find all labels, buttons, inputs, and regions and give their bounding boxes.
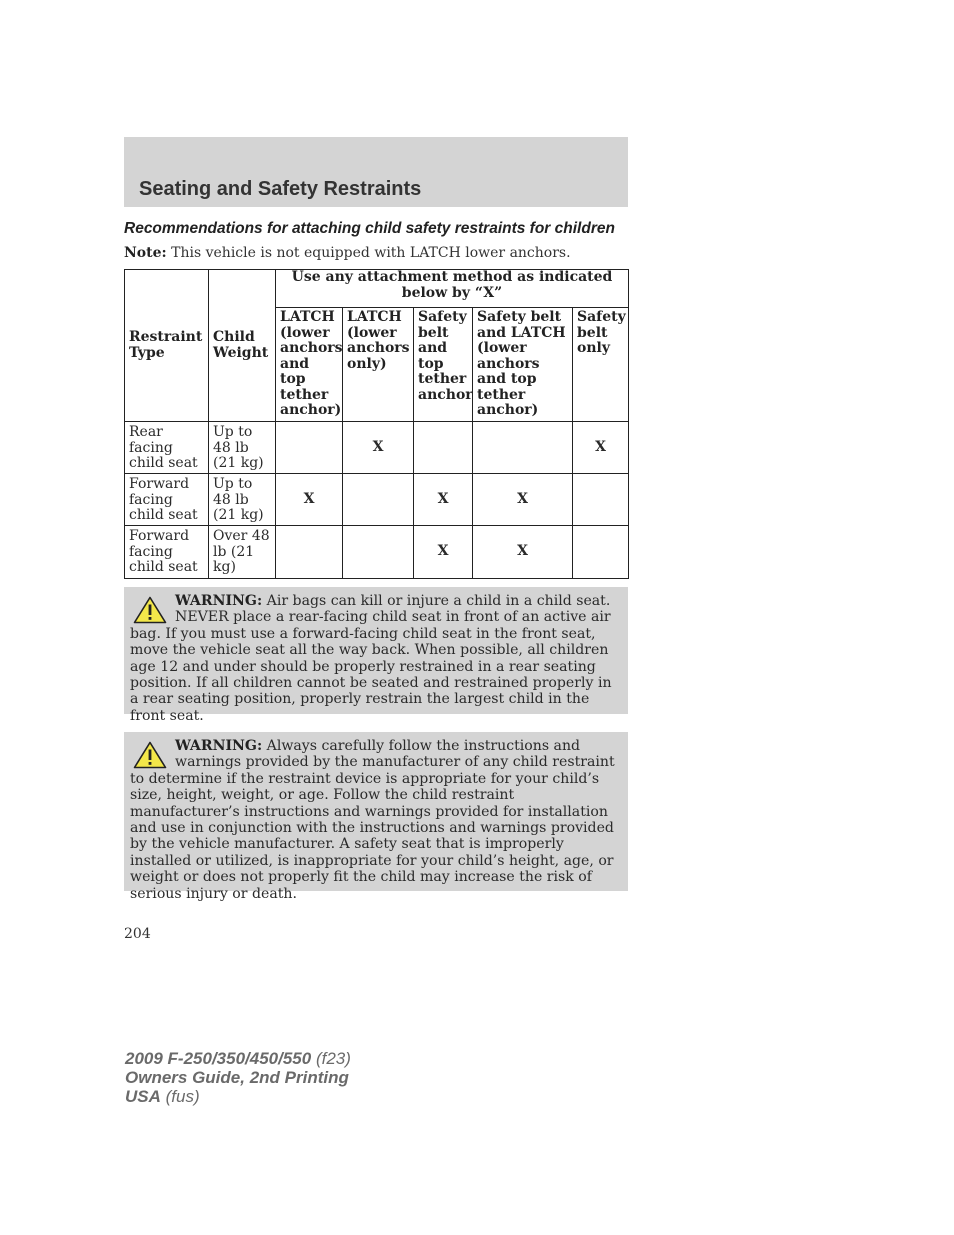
header-method-1: LATCH (lower anchors and top tether anchor) <box>276 308 343 422</box>
footer-line-region <box>125 1087 351 1106</box>
row-restraint-type: Rear facing child seat <box>125 422 209 474</box>
note-label: Note: <box>124 245 167 261</box>
warning-triangle-icon <box>133 596 167 624</box>
section-title: Seating and Safety Restraints <box>139 178 422 200</box>
footer <box>125 1049 351 1106</box>
warning-manufacturer-instructions <box>124 732 628 902</box>
header-restraint-type: Restraint Type <box>125 270 209 422</box>
row-mark <box>343 474 414 526</box>
header-method-5: Safety belt only <box>573 308 629 422</box>
footer-region: USA <box>125 1087 161 1106</box>
row-mark: X <box>473 474 573 526</box>
header-child-weight: Child Weight <box>209 270 276 422</box>
warning-label: WARNING: <box>175 593 263 609</box>
warning-label: WARNING: <box>175 738 263 754</box>
warning-text: Always carefully follow the instructions and warnings provided by the manufacturer of any child restraint to determine if the restraint device is appropriate for your child’s size, height, weight, or age. Follow the child restraint manufacturer’s instructions and warnings provided for installation and use in conjunction with the instructions and warnings provided by the vehicle manufacturer. A safety seat that is improperly installed or utilized, is inappropriate for your child’s height, age, or weight or does not properly fit the child may increase the risk of serious injury or death. <box>130 738 615 902</box>
warning-text: Air bags can kill or injure a child in a child seat. NEVER place a rear-facing child seat in front of an active air bag. If you must use a forward-facing child seat in the front seat, move the vehicle seat all the way back. When possible, all children age 12 and under should be properly restrained in a rear seating position. If all children cannot be seated and restrained properly in a rear seating position, properly restrain the largest child in the front seat. <box>130 593 612 724</box>
table-row <box>125 474 629 526</box>
header-attachment-group: Use any attachment method as indicated below by “X” <box>276 270 629 308</box>
row-mark: X <box>473 526 573 579</box>
row-restraint-type: Forward facing child seat <box>125 526 209 579</box>
note-text: This vehicle is not equipped with LATCH lower anchors. <box>166 245 571 261</box>
row-mark: X <box>343 422 414 474</box>
table-row <box>125 526 629 579</box>
footer-guide: Owners Guide, 2nd Printing <box>125 1068 349 1087</box>
row-mark <box>276 526 343 579</box>
footer-line-model <box>125 1049 351 1068</box>
row-child-weight: Up to 48 lb (21 kg) <box>209 422 276 474</box>
footer-model: 2009 F-250/350/450/550 <box>125 1049 312 1068</box>
footer-model-code: (f23) <box>311 1049 351 1068</box>
row-mark <box>276 422 343 474</box>
row-mark: X <box>276 474 343 526</box>
restraint-table <box>124 269 629 579</box>
page-number: 204 <box>124 926 151 942</box>
table-row <box>125 422 629 474</box>
row-mark: X <box>573 422 629 474</box>
row-mark: X <box>414 474 473 526</box>
row-mark <box>473 422 573 474</box>
subheading: Recommendations for attaching child safety restraints for children <box>124 220 615 237</box>
row-mark <box>414 422 473 474</box>
row-mark <box>343 526 414 579</box>
row-mark: X <box>414 526 473 579</box>
header-band <box>124 137 628 207</box>
header-method-2: LATCH (lower anchors only) <box>343 308 414 422</box>
warning-airbag <box>124 587 628 724</box>
row-child-weight: Over 48 lb (21 kg) <box>209 526 276 579</box>
note <box>124 245 571 261</box>
warning-triangle-icon <box>133 741 167 769</box>
row-mark <box>573 526 629 579</box>
header-method-3: Safety belt and top tether anchor <box>414 308 473 422</box>
footer-region-code: (fus) <box>160 1087 200 1106</box>
row-mark <box>573 474 629 526</box>
row-child-weight: Up to 48 lb (21 kg) <box>209 474 276 526</box>
row-restraint-type: Forward facing child seat <box>125 474 209 526</box>
header-method-4: Safety belt and LATCH (lower anchors and top tether anchor) <box>473 308 573 422</box>
